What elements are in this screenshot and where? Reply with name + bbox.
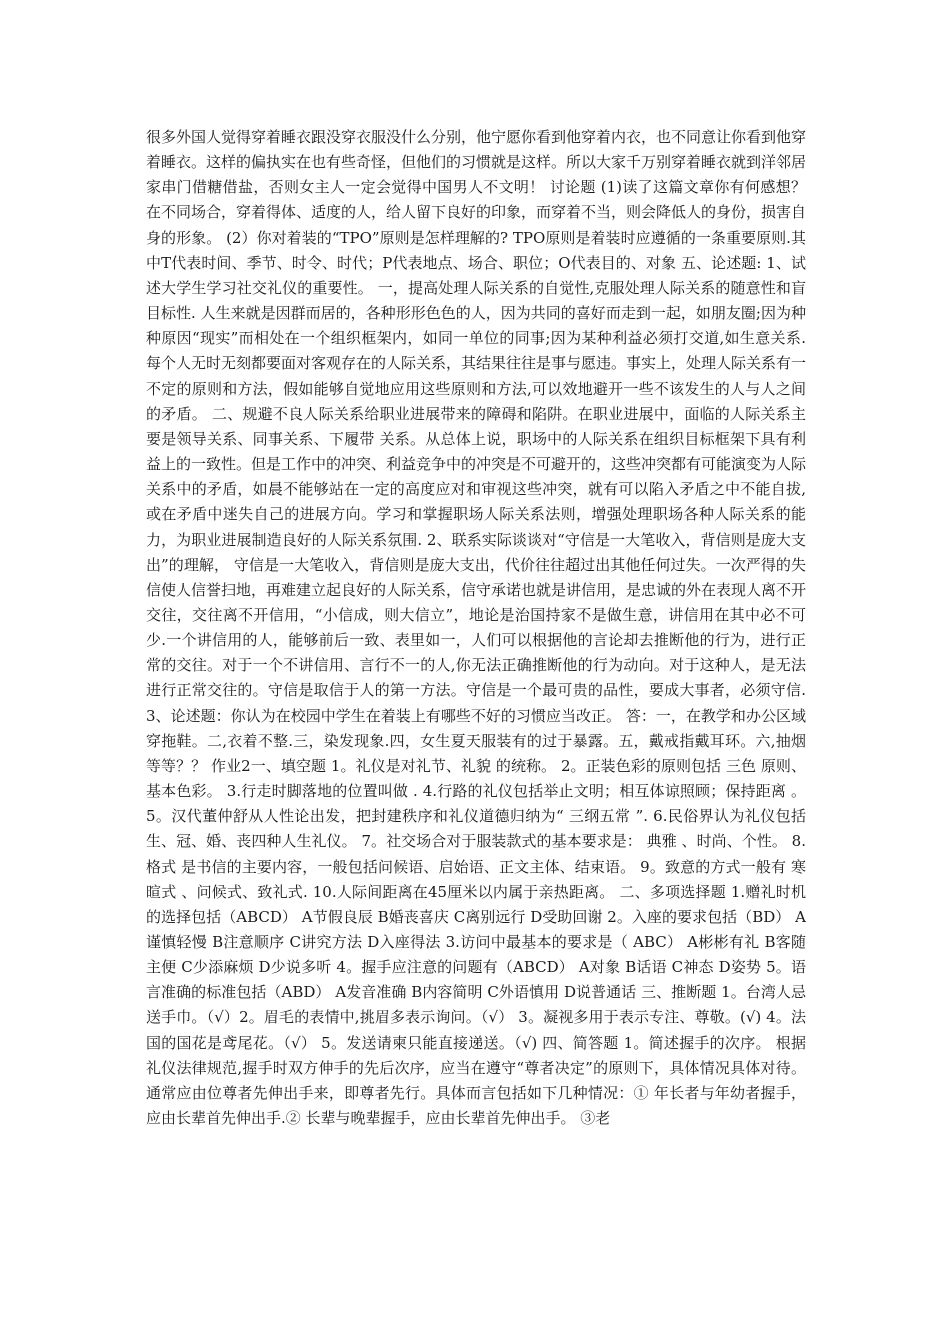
body-paragraph: 很多外国人觉得穿着睡衣跟没穿衣服没什么分别，他宁愿你看到他穿着内衣，也不同意让你看到他穿着睡衣。这样的偏执实在也有些奇怪，但他们的习惯就是这样。所以大家千万别穿着睡衣就到洋邻居家串门借糖借盐，否则女主人一定会觉得中国男人不文明！ 讨论题 (1)读了这篇文章你有何感想？ 在不同场合，穿着得体、适度的人，给人留下良好的印象，而穿着不当，则会降低人的身份，损害自身的形象。 (2）你对着装的“TPO”原则是怎样理解的? TPO原则是着装时应遵循的一条重要原则.其中T代表时间、季节、时令、时代；P代表地点、场合、职位；O代表目的、对象 五、论述题: 1、试述大学生学习社交礼仪的重要性。 一，提高处理人际关系的自觉性,克服处理人际关系的随意性和盲目标性. 人生来就是因群而居的，各种形形色色的人，因为共同的喜好而走到一起，如朋友圈;因为种种原因“现实”而相处在一个组织框架内，如同一单位的同事;因为某种利益必须打交道,如生意关系. 每个人无时无刻都要面对客观存在的人际关系，其结果往往是事与愿违。事实上，处理人际关系有一不定的原则和方法，假如能够自觉地应用这些原则和方法,可以效地避开一些不该发生的人与人之间的矛盾。 二、规避不良人际关系给职业进展带来的障碍和陷阱。在职业进展中，面临的人际关系主要是领导关系、同事关系、下履带 关系。从总体上说，职场中的人际关系在组织目标框架下具有利益上的一致性。但是工作中的冲突、利益竞争中的冲突是不可避开的，这些冲突都有可能演变为人际关系中的矛盾，如晨不能够站在一定的高度应对和审视这些冲突，就有可以陷入矛盾之中不能自拔,或在矛盾中迷失自己的进展方向。学习和掌握职场人际关系法则，增强处理职场各种人际关系的能力，为职业进展制造良好的人际关系氛围. 2、联系实际谈谈对“守信是一大笔收入，背信则是庞大支出”的理解， 守信是一大笔收入，背信则是庞大支出，代价往往超过出其他任何过失。一次严得的失信使人信誉扫地，再难建立起良好的人际关系，信守承诺也就是讲信用，是忠诚的外在表现人离不开交往，交往离不开信用，“小信成，则大信立”，地论是治国持家不是做生意，讲信用在其中必不可少.一个讲信用的人，能够前后一致、表里如一，人们可以根据他的言论却去推断他的行为，进行正常的交往。对于一个不讲信用、言行不一的人,你无法正确推断他的行为动向。对于这种人，是无法进行正常交往的。守信是取信于人的第一方法。守信是一个最可贵的品性，要成大事者，必须守信. 3、论述题：你认为在校园中学生在着装上有哪些不好的习惯应当改正。 答：一，在教学和办公区域穿拖鞋。二,衣着不整.三，染发现象.四，女生夏天服装有的过于暴露。五，戴戒指戴耳环。六,抽烟等等？？ 作业2一、填空题 1。礼仪是对礼节、礼貌 的统称。 2。正装色彩的原则包括 三色 原则、基本色彩。 3.行走时脚落地的位置叫做 . 4.行路的礼仪包括举止文明；相互体谅照顾；保持距离 。 5。汉代董仲舒从人性论出发，把封建秩序和礼仪道德归纳为“ 三纲五常 ”. 6.民俗界认为礼仪包括生、冠、婚、丧四种人生礼仪。 7。社交场合对于服装款式的基本要求是： 典雅 、时尚、个性。 8. 格式 是书信的主要内容，一般包括问候语、启始语、正文主体、结束语。 9。致意的方式一般有 寒暄式 、问候式、致礼式. 10.人际间距离在45厘米以内属于亲热距离。 二、多项选择题 1.赠礼时机的选择包括（ABCD） A节假良辰 B婚丧喜庆 C离别远行 D受助回谢 2。入座的要求包括（BD） A谨慎轻慢 B注意顺序 C讲究方法 D入座得法 3.访问中最基本的要求是（ ABC） A彬彬有礼 B客随主便 C少添麻烦 D少说多听 4。握手应注意的问题有（ABCD） A对象 B话语 C神态 D姿势 5。语言准确的标准包括（ABD） A发音准确 B内容简明 C外语慎用 D说普通话 三、推断题 1。台湾人忌送手巾。（√）2。眉毛的表情中,挑眉多表示询问。（√） 3。凝视多用于表示专注、尊敬。(√) 4。法国的国花是鸢尾花。（√） 5。发送请柬只能直接递送。（√) 四、简答题 1。简述握手的次序。 根据礼仪法律规范,握手时双方伸手的先后次序，应当在遵守“尊者决定”的原则下，具体情况具体对待。通常应由位尊者先伸出手来，即尊者先行。具体而言包括如下几种情况：① 年长者与年幼者握手，应由长辈首先伸出手.② 长辈与晚辈握手，应由长辈首先伸出手。 ③老 [146,128,807,1128]
document-body [146,125,806,1131]
